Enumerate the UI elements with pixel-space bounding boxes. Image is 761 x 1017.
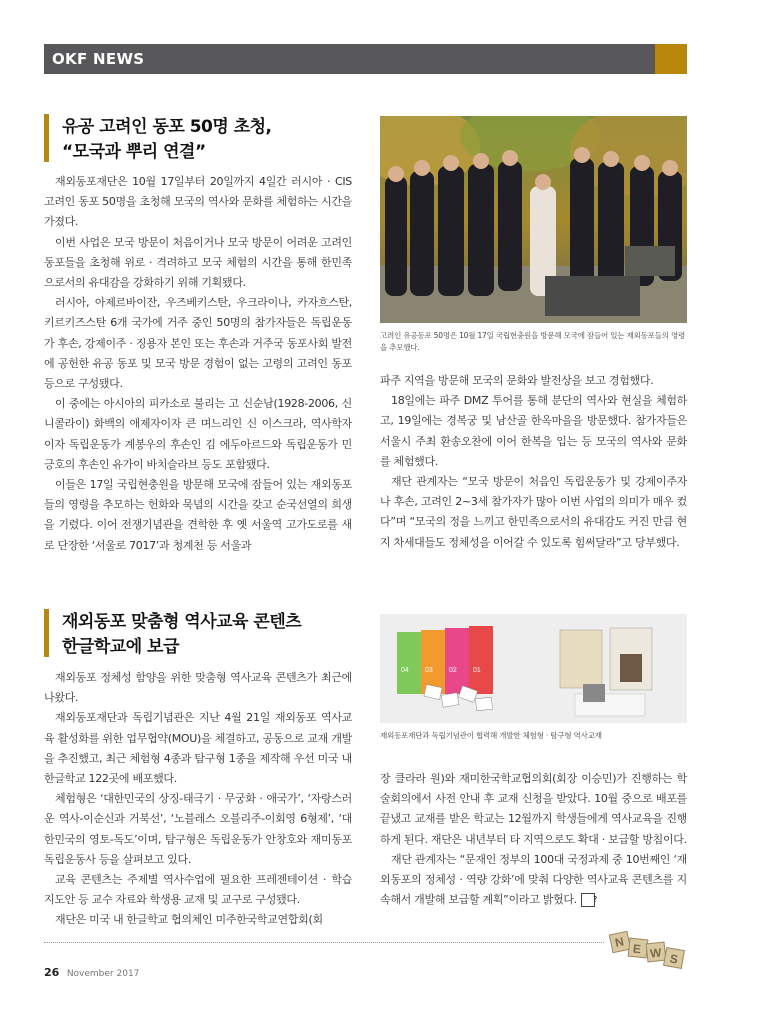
section-header-accent [655,44,687,74]
paragraph: 러시아, 아제르바이잔, 우즈베키스탄, 우크라이나, 카자흐스탄, 키르키즈스탄 6개 국가에 거주 중인 50명의 참가자들은 독립운동가 후손, 강제이주 · 징용자 본인 또는 후손과 거주국 동포사회 발전에 공헌한 유공 동포 및 모국 방문 경험이 없는 고령의 고려인 동포 등으로 구성됐다. [44,296,352,391]
paragraph: 재단 관계자는 “모국 방문이 처음인 독립운동가 및 강제이주자나 후손, 고려인 2~3세 참가자가 많아 이번 사업의 의미가 매우 컸다”며 “모국의 정을 느끼고 한민족으로서의 유대감도 커진 만큼 현지 차세대들도 정체성을 이어갈 수 있도록 힘써달라”고 당부했다. [380,475,687,549]
article1-right-column [380,371,687,553]
paragraph: 18일에는 파주 DMZ 투어를 통해 분단의 역사와 현실을 체험하고, 19일에는 경복궁 및 남산골 한옥마을을 방문했다. 참가자들은 서울시 주최 환송오찬에 이어 한복을 입는 등 모국의 역사와 문화를 체험했다. [380,394,687,468]
paragraph: 장 클라라 원)와 재미한국학교협의회(회장 이승민)가 진행하는 학술회의에서 사전 안내 후 교재 신청을 받았다. 10월 중으로 배포를 끝냈고 교재를 받은 학교는 12월까지 학생들에게 역사교육을 진행하게 된다. 재단은 내년부터 타 지역으로도 확대 · 보급할 방침이다. [380,772,687,846]
headline-accent-bar [44,114,49,162]
article2-headline-line1: 재외동포 맞춤형 역사교육 콘텐츠 [62,612,302,632]
paragraph-text: 재단 관계자는 “문재인 정부의 100대 국정과제 중 10번째인 ‘재외동포의 정체성 · 역량 강화’에 맞춰 다양한 역사교육 콘텐츠를 지속해서 개발해 보급할 계획”이라고 밝혔다. [380,852,687,907]
paragraph: 체험형은 ‘대한민국의 상징-태극기 · 무궁화 · 애국가’, ‘자랑스러운 역사-이순신과 거북선’, ‘노블레스 오블리주-이회영 6형제’, ‘대한민국의 영토-독도’이며, 탐구형은 독립운동가 안창호와 재미동포 독립운동사 등을 살펴보고 있다. [44,792,352,866]
paragraph: 재외동포 정체성 함양을 위한 맞춤형 역사교육 콘텐츠가 최근에 나왔다. [44,671,352,705]
book-label: 02 [449,667,457,674]
end-mark-icon: ? [581,893,595,907]
news-stamp-icon [609,925,689,981]
svg-text:S: S [668,951,679,967]
article2-headline-line2: 한글학교에 보급 [62,637,179,657]
article1-headline-line2: “모국과 뿌리 연결” [62,142,206,162]
photo-caption: 재외동포재단과 독립기념관이 협력해 개발한 체험형 · 탐구형 역사교재 [380,731,602,740]
paragraph [380,850,687,911]
page-number: 26 [44,966,60,979]
section-title: OKF NEWS [52,50,145,68]
paragraph: 파주 지역을 방문해 모국의 문화와 발전상을 보고 경험했다. [380,374,654,387]
education-materials-photo [380,614,687,723]
svg-text:N: N [613,934,626,950]
article2-right-column [380,769,687,910]
article1-headline [44,114,364,166]
memorial-visit-photo [380,116,687,323]
svg-text:W: W [649,945,663,961]
paragraph: 이 중에는 아시아의 피카소로 불리는 고 신순남(1928-2006, 신 니콜라이) 화백의 애제자이자 큰 며느리인 신 이스크라, 역사학자이자 독립운동가 계봉우의 후손인 김 에두아르드와 독립운동가 민긍호의 후손인 유가이 바치슬라브 등도 포함됐다. [44,397,352,471]
footer-divider [44,942,604,943]
article1-headline-line1: 유공 고려인 동포 50명 초청, [62,117,272,137]
page-footer [44,966,139,979]
headline-accent-bar [44,609,49,657]
paragraph: 교육 콘텐츠는 주제별 역사수업에 필요한 프레젠테이션 · 학습 지도안 등 교수 자료와 학생용 교재 및 교구로 구성됐다. [44,873,352,907]
paragraph: 이들은 17일 국립현충원을 방문해 모국에 잠들어 있는 재외동포들의 영령을 추모하는 헌화와 묵념의 시간을 갖고 순국선열의 희생을 기렸다. 이어 전쟁기념관을 견학한 후 옛 서울역 고가도로를 새로 단장한 ‘서울로 7017’과 청계천 등 서울과 [44,478,352,552]
svg-text:E: E [632,941,642,957]
article2-left-column [44,668,352,931]
article1-left-column [44,172,352,556]
book-label: 04 [401,667,409,674]
photo-caption: 고려인 유공동포 50명은 10월 17일 국립현충원을 방문해 모국에 잠들어 있는 재외동포들의 영령을 추모했다. [380,331,686,352]
book-label: 03 [425,667,433,674]
book-label: 01 [473,667,481,674]
paragraph: 이번 사업은 모국 방문이 처음이거나 모국 방문이 어려운 고려인 동포들을 초청해 위로 · 격려하고 모국 체험의 시간을 통해 한민족으로서의 유대감을 강화하기 위해 기획됐다. [44,235,352,290]
paragraph: 재외동포재단과 독립기념관은 지난 4월 21일 재외동포 역사교육 활성화를 위한 업무협약(MOU)을 체결하고, 공동으로 교재 개발을 추진했고, 최근 체험형 4종과 탐구형 1종을 제작해 우선 미국 내 한글학교 122곳에 배포했다. [44,711,352,786]
article2-headline [44,609,374,661]
paragraph: 재외동포재단은 10월 17일부터 20일까지 4일간 러시아 · CIS 고려인 동포 50명을 초청해 모국의 역사와 문화를 체험하는 시간을 가졌다. [44,175,352,229]
paragraph: 재단은 미국 내 한글학교 협의체인 미주한국학교연합회(회 [55,913,323,927]
issue-date: November 2017 [66,969,140,979]
